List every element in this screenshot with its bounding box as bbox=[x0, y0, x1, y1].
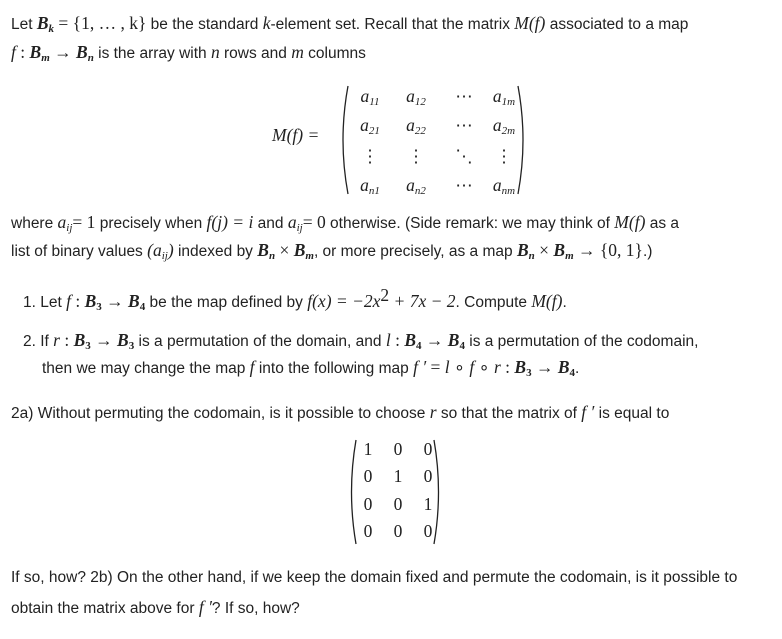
general-matrix-cell: $a_{2m}$ bbox=[492, 115, 516, 137]
text: 1. Let bbox=[23, 294, 67, 311]
text: is a permutation of the domain, and bbox=[134, 333, 386, 350]
math-f: f bbox=[11, 42, 16, 62]
math-r: r bbox=[493, 357, 501, 377]
text: otherwise. (Side remark: we may think of bbox=[325, 215, 615, 232]
math-Bn: $B_n$ bbox=[257, 240, 276, 262]
general-matrix-cell: $a_{12}$ bbox=[406, 86, 426, 108]
question-2b-line-1 bbox=[11, 569, 737, 587]
general-matrix-cell: $a_{11}$ bbox=[360, 86, 380, 108]
math-set: {1, … , k} bbox=[72, 13, 147, 33]
math-Mf: M(f) bbox=[531, 291, 563, 311]
math-set: {0, 1} bbox=[599, 240, 643, 260]
math-f: f bbox=[249, 357, 255, 377]
text: . bbox=[575, 360, 580, 377]
target-matrix-cell: 1 bbox=[363, 439, 373, 459]
math-colon: : bbox=[15, 42, 30, 62]
text: . Compute bbox=[455, 294, 532, 311]
question-2-line-2 bbox=[42, 357, 579, 379]
text: obtain the matrix above for bbox=[11, 600, 199, 617]
math-Mf: M(f) bbox=[614, 212, 646, 232]
math-r: r bbox=[429, 402, 437, 422]
text: is the array with bbox=[93, 45, 211, 62]
math-circ: ∘ bbox=[474, 357, 494, 377]
general-matrix-cell: $a_{21}$ bbox=[360, 115, 380, 137]
text: and bbox=[253, 215, 288, 232]
text: ? If so, how? bbox=[211, 600, 300, 617]
general-matrix-cell: $a_{n1}$ bbox=[360, 175, 380, 197]
text: -element set. Recall that the matrix bbox=[270, 16, 515, 33]
math-circ: ∘ bbox=[449, 357, 470, 377]
math-fprime: f ′ bbox=[413, 357, 427, 377]
text: be the map defined by bbox=[145, 294, 308, 311]
left-paren bbox=[352, 440, 357, 544]
math-colon: : bbox=[59, 330, 74, 350]
math-l: l bbox=[444, 357, 450, 377]
target-matrix-cell: 0 bbox=[393, 439, 403, 459]
target-matrix-cell: 1 bbox=[423, 494, 433, 514]
math-m: m bbox=[291, 42, 304, 62]
math-fprime: f ′ bbox=[198, 597, 212, 617]
text: be the standard bbox=[146, 16, 263, 33]
math-B3: $B_3$ bbox=[117, 330, 135, 352]
general-matrix-cell: ⋯ bbox=[455, 115, 473, 135]
math-aij: $a_{ij}$ bbox=[287, 212, 303, 234]
math-arrow: → bbox=[49, 42, 76, 62]
math-Bm: $B_m$ bbox=[293, 240, 314, 262]
math-Bk: $B_k$ bbox=[36, 13, 55, 35]
text: 2a) Without permuting the codomain, is it possible to choose bbox=[11, 405, 430, 422]
text: indexed by bbox=[173, 243, 258, 260]
math-rest: + 7x − 2 bbox=[389, 291, 456, 311]
general-matrix-cell: ⋯ bbox=[455, 175, 473, 195]
intro-line-2 bbox=[11, 42, 366, 64]
target-matrix-cell: 0 bbox=[393, 494, 403, 514]
where-line-1 bbox=[11, 212, 679, 234]
math-B3: $B_3$ bbox=[84, 291, 102, 313]
target-matrix-cell: 0 bbox=[423, 521, 433, 541]
text: rows and bbox=[219, 45, 292, 62]
intro-line-1 bbox=[11, 13, 688, 35]
text: 2. If bbox=[23, 333, 54, 350]
math-B3: $B_3$ bbox=[73, 330, 91, 352]
math-eq-1: = 1 bbox=[72, 212, 96, 232]
math-B4: $B_4$ bbox=[404, 330, 422, 352]
math-arrow: → bbox=[531, 357, 558, 377]
general-matrix-cell: $a_{1m}$ bbox=[492, 86, 516, 108]
math-B4: $B_4$ bbox=[128, 291, 146, 313]
text: associated to a map bbox=[545, 16, 689, 33]
math-arrow: → bbox=[573, 240, 600, 260]
general-matrix-cell: ⋮ bbox=[361, 146, 379, 166]
text: then we may change the map bbox=[42, 360, 250, 377]
text: is a permutation of the codomain, bbox=[464, 333, 699, 350]
math-exp: 2 bbox=[380, 285, 390, 305]
math-B4: $B_4$ bbox=[447, 330, 465, 352]
math-colon: : bbox=[70, 291, 85, 311]
target-matrix-cell: 1 bbox=[393, 466, 403, 486]
where-line-2 bbox=[11, 240, 652, 262]
math-Bn: $B_n$ bbox=[76, 42, 94, 64]
matrix-label: M(f) = bbox=[272, 125, 320, 145]
math-l: l bbox=[385, 330, 391, 350]
math-Bn: $B_n$ bbox=[516, 240, 535, 262]
general-matrix-cell: ⋮ bbox=[495, 146, 513, 166]
target-matrix-cell: 0 bbox=[423, 466, 433, 486]
question-2a bbox=[11, 402, 669, 423]
text: so that the matrix of bbox=[436, 405, 582, 422]
target-matrix-cell: 0 bbox=[423, 439, 433, 459]
math-B4: $B_4$ bbox=[557, 357, 576, 379]
target-matrix-cell: 0 bbox=[363, 494, 373, 514]
math-Bm: $B_m$ bbox=[29, 42, 50, 64]
question-1 bbox=[23, 285, 567, 313]
text: . bbox=[562, 294, 567, 311]
math-eq: = bbox=[54, 13, 73, 33]
math-aij-tuple: $(a_{ij})$ bbox=[147, 240, 174, 262]
math-composition: = bbox=[426, 357, 445, 377]
math-k: k bbox=[262, 13, 271, 33]
text: Let bbox=[11, 16, 37, 33]
math-colon: : bbox=[500, 357, 515, 377]
general-matrix-cell: ⋮ bbox=[407, 146, 425, 166]
text: .) bbox=[642, 243, 653, 260]
text: is equal to bbox=[594, 405, 670, 422]
left-paren bbox=[343, 86, 348, 194]
math-arrow: → bbox=[101, 291, 129, 311]
math-arrow: → bbox=[90, 330, 118, 350]
math-times: × bbox=[534, 240, 554, 260]
math-arrow: → bbox=[421, 330, 448, 350]
math-B3: $B_3$ bbox=[514, 357, 532, 379]
general-matrix-cell: ⋯ bbox=[455, 86, 473, 106]
math-colon: : bbox=[390, 330, 405, 350]
general-matrix-cell: $a_{n2}$ bbox=[406, 175, 426, 197]
math-f: f bbox=[66, 291, 71, 311]
text: columns bbox=[303, 45, 366, 62]
question-2-line-1 bbox=[23, 330, 698, 352]
math-r: r bbox=[53, 330, 60, 350]
general-matrix-cell: $a_{nm}$ bbox=[492, 175, 516, 197]
text: If so, how? 2b) On the other hand, if we keep the domain fixed and permute the codomain, is it possible to bbox=[11, 569, 738, 586]
general-matrix-cell: ⋱ bbox=[455, 146, 473, 166]
text: list of binary values bbox=[11, 243, 148, 260]
math-aij: $a_{ij}$ bbox=[57, 212, 73, 234]
text: precisely when bbox=[95, 215, 207, 232]
target-matrix-cell: 0 bbox=[363, 521, 373, 541]
math-Mf: M(f) bbox=[514, 13, 546, 33]
text: where bbox=[11, 215, 58, 232]
math-Bm: $B_m$ bbox=[553, 240, 574, 262]
general-matrix-cell: $a_{22}$ bbox=[406, 115, 426, 137]
target-matrix-cell: 0 bbox=[393, 521, 403, 541]
text: into the following map bbox=[254, 360, 414, 377]
math-f: f bbox=[469, 357, 475, 377]
math-fj: f(j) = i bbox=[206, 212, 254, 232]
target-matrix-cell: 0 bbox=[363, 466, 373, 486]
math-fx: f(x) = −2x bbox=[307, 291, 381, 311]
text: as a bbox=[645, 215, 680, 232]
math-eq-0: = 0 bbox=[302, 212, 326, 232]
math-times: × bbox=[275, 240, 294, 260]
question-2b-line-2 bbox=[11, 597, 300, 618]
text: , or more precisely, as a map bbox=[313, 243, 517, 260]
math-fprime: f ′ bbox=[581, 402, 595, 422]
math-n: n bbox=[210, 42, 220, 62]
